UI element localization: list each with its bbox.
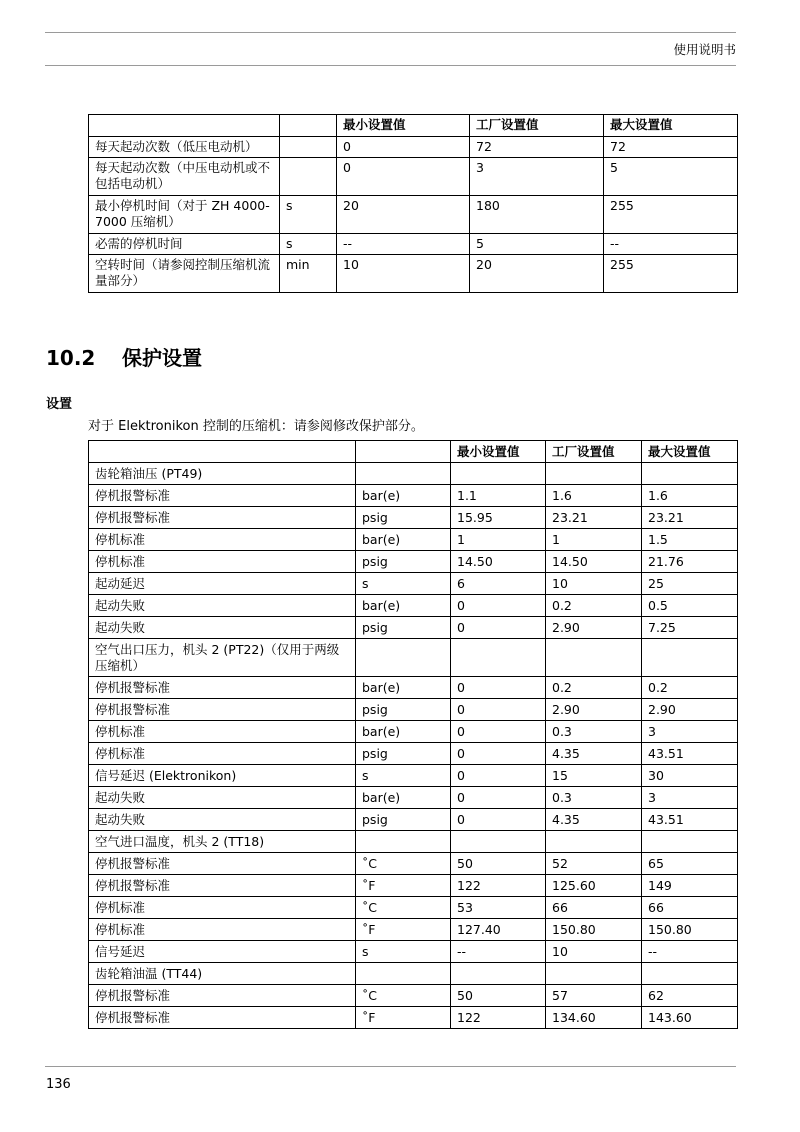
table-row	[89, 234, 738, 255]
table-cell: 停机标准	[89, 897, 356, 919]
header-top-rule	[45, 32, 736, 33]
table-cell: 0	[451, 721, 546, 743]
table-cell: 134.60	[546, 1007, 642, 1029]
table-cell: 1	[451, 529, 546, 551]
table-cell: 空气出口压力，机头 2 (PT22)（仅用于两级压缩机）	[89, 639, 356, 677]
table-cell: psig	[356, 809, 451, 831]
table-cell: 信号延迟 (Elektronikon)	[89, 765, 356, 787]
table-cell: bar(e)	[356, 485, 451, 507]
table-cell: 0	[451, 787, 546, 809]
table-cell: ˚C	[356, 985, 451, 1007]
table-cell: 每天起动次数（低压电动机）	[89, 137, 280, 158]
start-settings-table	[88, 114, 738, 293]
table-cell: 停机报警标准	[89, 677, 356, 699]
section-title	[46, 342, 202, 371]
table-row	[89, 529, 738, 551]
table-cell: bar(e)	[356, 787, 451, 809]
table-cell: 停机标准	[89, 721, 356, 743]
table-cell: 空气进口温度，机头 2 (TT18)	[89, 831, 356, 853]
table-cell: 0.3	[546, 721, 642, 743]
table-cell: 4.35	[546, 809, 642, 831]
table-cell: 0	[451, 809, 546, 831]
table-cell: ˚C	[356, 853, 451, 875]
table-cell: 2.90	[642, 699, 738, 721]
table-cell: s	[356, 573, 451, 595]
page-number: 136	[46, 1077, 71, 1092]
table-cell: ˚C	[356, 897, 451, 919]
table-row	[89, 699, 738, 721]
table-cell: 25	[642, 573, 738, 595]
table-cell	[356, 963, 451, 985]
table-cell: 停机报警标准	[89, 853, 356, 875]
table-row	[89, 573, 738, 595]
table-cell: 5	[470, 234, 604, 255]
table-cell: 停机标准	[89, 743, 356, 765]
header-cell: 最大设置值	[604, 115, 738, 137]
table-cell: psig	[356, 617, 451, 639]
table-cell: 0	[451, 765, 546, 787]
table-cell	[642, 463, 738, 485]
table-cell: 1	[546, 529, 642, 551]
table-row	[89, 787, 738, 809]
section-number: 10.2	[46, 346, 96, 370]
table-cell: 起动失败	[89, 787, 356, 809]
table-header-row	[89, 441, 738, 463]
table-cell: 3	[642, 721, 738, 743]
table-cell: psig	[356, 507, 451, 529]
table-cell: 255	[604, 196, 738, 234]
table-cell: 0	[451, 699, 546, 721]
table-cell: 10	[546, 941, 642, 963]
table-cell: bar(e)	[356, 677, 451, 699]
table-cell: 52	[546, 853, 642, 875]
table-row	[89, 196, 738, 234]
table-cell	[451, 639, 546, 677]
table-row	[89, 831, 738, 853]
table-cell: 65	[642, 853, 738, 875]
table-cell: 必需的停机时间	[89, 234, 280, 255]
table-cell: 0.2	[642, 677, 738, 699]
table-cell: 起动失败	[89, 809, 356, 831]
table-cell: 信号延迟	[89, 941, 356, 963]
table-cell: 15.95	[451, 507, 546, 529]
table-cell	[546, 963, 642, 985]
table-cell: psig	[356, 743, 451, 765]
table-cell: 66	[642, 897, 738, 919]
table-cell: ˚F	[356, 919, 451, 941]
table-cell: 72	[604, 137, 738, 158]
table-row	[89, 765, 738, 787]
table-cell: 53	[451, 897, 546, 919]
table-cell: 125.60	[546, 875, 642, 897]
table-cell: 6	[451, 573, 546, 595]
table-row	[89, 897, 738, 919]
table-cell: bar(e)	[356, 529, 451, 551]
table-cell	[546, 639, 642, 677]
table-row	[89, 919, 738, 941]
table-cell: 150.80	[546, 919, 642, 941]
table-cell	[451, 831, 546, 853]
table-cell: 66	[546, 897, 642, 919]
table-cell: 0.5	[642, 595, 738, 617]
section-title-text: 保护设置	[122, 346, 202, 370]
table-cell: 停机报警标准	[89, 699, 356, 721]
table-cell: 2.90	[546, 617, 642, 639]
table-cell: s	[356, 765, 451, 787]
table-cell: 0	[337, 137, 470, 158]
table-cell	[280, 137, 337, 158]
table-row	[89, 721, 738, 743]
table-cell: 停机标准	[89, 919, 356, 941]
table-cell: 10	[546, 573, 642, 595]
header-cell	[89, 115, 280, 137]
table-cell: 21.76	[642, 551, 738, 573]
table-row	[89, 595, 738, 617]
table-cell: bar(e)	[356, 721, 451, 743]
table-cell: 20	[337, 196, 470, 234]
table-row	[89, 507, 738, 529]
table-cell: min	[280, 255, 337, 293]
table-cell: 7.25	[642, 617, 738, 639]
intro-text: 对于 Elektronikon 控制的压缩机：请参阅修改保护部分。	[88, 419, 424, 434]
table-cell	[280, 158, 337, 196]
table-cell: 20	[470, 255, 604, 293]
table-cell: 255	[604, 255, 738, 293]
table-cell: 最小停机时间（对于 ZH 4000-7000 压缩机）	[89, 196, 280, 234]
table-row	[89, 985, 738, 1007]
table-row	[89, 255, 738, 293]
protection-settings-table	[88, 440, 738, 1029]
table-cell: --	[451, 941, 546, 963]
table-header-row	[89, 115, 738, 137]
table-cell: 30	[642, 765, 738, 787]
table-row	[89, 677, 738, 699]
header-cell	[280, 115, 337, 137]
table-cell: 0.2	[546, 595, 642, 617]
table-cell: psig	[356, 551, 451, 573]
table-cell: 0	[451, 743, 546, 765]
table-cell	[356, 831, 451, 853]
table-cell: 停机报警标准	[89, 507, 356, 529]
table-cell: 1.6	[546, 485, 642, 507]
table-cell: 50	[451, 985, 546, 1007]
table-cell: ˚F	[356, 1007, 451, 1029]
table-cell: 62	[642, 985, 738, 1007]
table-row	[89, 617, 738, 639]
table-cell: 起动延迟	[89, 573, 356, 595]
table-row	[89, 963, 738, 985]
table-cell	[451, 963, 546, 985]
table-cell: s	[280, 196, 337, 234]
header-cell: 工厂设置值	[470, 115, 604, 137]
table-cell: s	[356, 941, 451, 963]
table-cell: 停机报警标准	[89, 985, 356, 1007]
header-bottom-rule	[45, 65, 736, 66]
table-cell	[356, 463, 451, 485]
table-row	[89, 941, 738, 963]
table-cell: 23.21	[642, 507, 738, 529]
table-cell: psig	[356, 699, 451, 721]
table-cell: 停机标准	[89, 529, 356, 551]
table-cell: 50	[451, 853, 546, 875]
table-cell: 每天起动次数（中压电动机或不包括电动机）	[89, 158, 280, 196]
header-cell: 最大设置值	[642, 441, 738, 463]
table-cell: 1.6	[642, 485, 738, 507]
table-row	[89, 743, 738, 765]
table-row	[89, 809, 738, 831]
table-cell: 127.40	[451, 919, 546, 941]
table-cell: 齿轮箱油压 (PT49)	[89, 463, 356, 485]
table-cell	[642, 639, 738, 677]
table-cell: 起动失败	[89, 595, 356, 617]
table-cell: 122	[451, 875, 546, 897]
table-cell: 2.90	[546, 699, 642, 721]
table-cell	[546, 831, 642, 853]
table-cell: 0	[451, 595, 546, 617]
table-cell: 143.60	[642, 1007, 738, 1029]
table-row	[89, 639, 738, 677]
header-cell	[89, 441, 356, 463]
table-cell: 4.35	[546, 743, 642, 765]
table-cell: 14.50	[451, 551, 546, 573]
table-row	[89, 485, 738, 507]
table-cell: 停机标准	[89, 551, 356, 573]
table-cell: 1.5	[642, 529, 738, 551]
table-cell: --	[642, 941, 738, 963]
header-cell: 工厂设置值	[546, 441, 642, 463]
table-cell: 0	[451, 617, 546, 639]
table-cell: 14.50	[546, 551, 642, 573]
table-cell	[546, 463, 642, 485]
table-cell: 0	[451, 677, 546, 699]
table-cell	[642, 963, 738, 985]
table-cell: 180	[470, 196, 604, 234]
table-cell	[451, 463, 546, 485]
table-cell: bar(e)	[356, 595, 451, 617]
table-cell: 3	[470, 158, 604, 196]
table-cell: 149	[642, 875, 738, 897]
table-cell	[356, 639, 451, 677]
table-cell: 57	[546, 985, 642, 1007]
table-cell: --	[604, 234, 738, 255]
table-cell: 起动失败	[89, 617, 356, 639]
table-cell: --	[337, 234, 470, 255]
table-cell: 72	[470, 137, 604, 158]
table-cell: 空转时间（请参阅控制压缩机流量部分）	[89, 255, 280, 293]
table-cell	[642, 831, 738, 853]
table-row	[89, 1007, 738, 1029]
table-cell: ˚F	[356, 875, 451, 897]
table-cell: 122	[451, 1007, 546, 1029]
table-cell: 停机报警标准	[89, 875, 356, 897]
table-row	[89, 551, 738, 573]
header-cell: 最小设置值	[451, 441, 546, 463]
table-cell: 齿轮箱油温 (TT44)	[89, 963, 356, 985]
table-cell: 15	[546, 765, 642, 787]
table-cell: 5	[604, 158, 738, 196]
table-cell: 0	[337, 158, 470, 196]
table-row	[89, 158, 738, 196]
table-row	[89, 137, 738, 158]
subheading: 设置	[46, 397, 73, 412]
footer-rule	[45, 1066, 736, 1067]
table-row	[89, 875, 738, 897]
table-cell: s	[280, 234, 337, 255]
table-cell: 0.3	[546, 787, 642, 809]
table-cell: 23.21	[546, 507, 642, 529]
table-cell: 停机报警标准	[89, 1007, 356, 1029]
table-cell: 停机报警标准	[89, 485, 356, 507]
table-cell: 1.1	[451, 485, 546, 507]
table-cell: 43.51	[642, 743, 738, 765]
table-row	[89, 463, 738, 485]
table-cell: 150.80	[642, 919, 738, 941]
header-cell	[356, 441, 451, 463]
table-cell: 0.2	[546, 677, 642, 699]
header-title: 使用说明书	[673, 42, 736, 57]
table-cell: 43.51	[642, 809, 738, 831]
table-cell: 3	[642, 787, 738, 809]
header-cell: 最小设置值	[337, 115, 470, 137]
table-row	[89, 853, 738, 875]
table-cell: 10	[337, 255, 470, 293]
